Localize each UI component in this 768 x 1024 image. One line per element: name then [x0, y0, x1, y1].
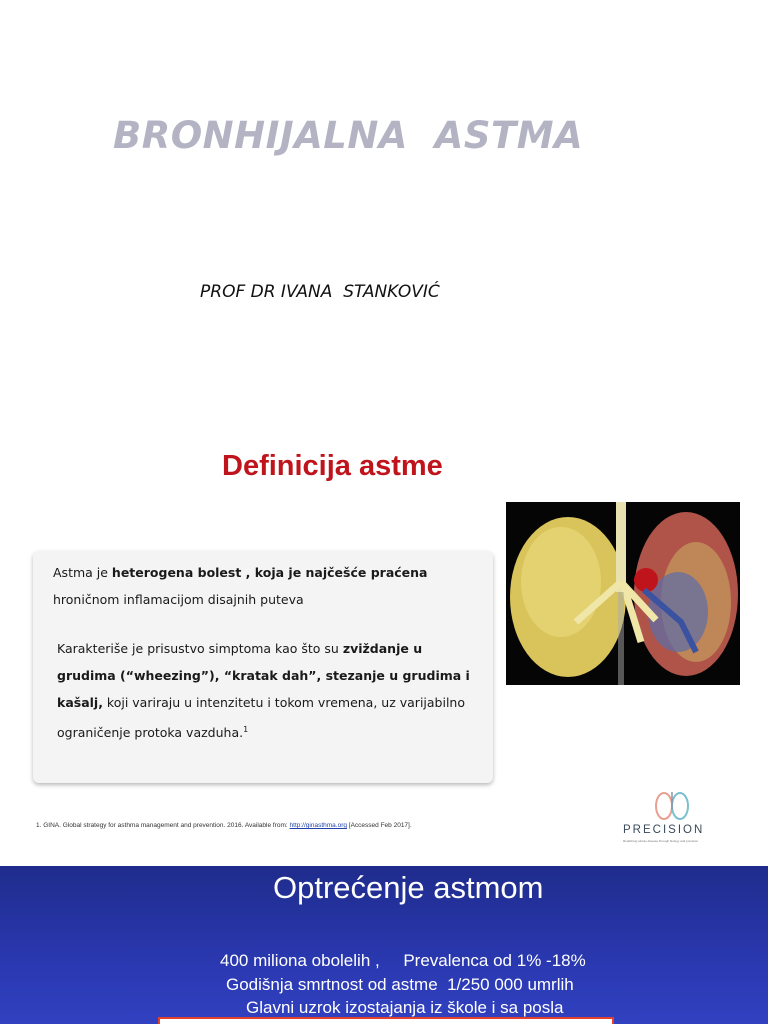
precision-logo: PRECISION: [623, 824, 705, 836]
footnote-text: 1. GINA. Global strategy for asthma management and prevention. 2016. Available from:: [36, 822, 290, 829]
footnote: [36, 822, 412, 829]
bold-run: zviždanje u grudima (“wheezing”), “kratak dah”, stezanje u grudima i kašalj,: [57, 641, 470, 710]
footnote-ref: 1: [243, 725, 249, 734]
definition-card: [33, 551, 493, 783]
burden-title: Optrećenje astmom: [273, 870, 544, 905]
burden-line-absence: Glavni uzrok izostajanja iz škole i sa posla: [246, 998, 564, 1017]
definition-paragraph: [53, 559, 483, 613]
logo-tagline: Redefining airway disease through biology and precision: [623, 839, 699, 843]
text-run: hroničnom inflamacijom disajnih puteva: [53, 592, 304, 607]
highlight-box: [158, 1017, 614, 1024]
burden-slide: [0, 866, 768, 1024]
definition-title: Definicija astme: [222, 450, 443, 482]
definition-slide: [0, 420, 768, 866]
footnote-link[interactable]: http://ginasthma.org: [289, 822, 347, 829]
author-name: PROF DR IVANA STANKOVIĆ: [200, 282, 440, 302]
burden-line-mortality: Godišnja smrtnost od astme 1/250 000 umrlih: [226, 975, 574, 994]
text-run: koji variraju u intenzitetu i tokom vremena, uz varijabilno ograničenje protoka vazduha.: [57, 695, 465, 741]
text-run: Astma je: [53, 565, 112, 580]
text-run: Karakteriše je prisustvo simptoma kao što su: [57, 641, 343, 656]
symptoms-paragraph: [57, 635, 477, 746]
burden-line-prevalence: 400 miliona obolelih , Prevalenca od 1% -18%: [220, 951, 586, 970]
footnote-tail: [Accessed Feb 2017].: [346, 822, 412, 829]
bold-run: heterogena bolest , koja je najčešće praćena: [111, 565, 428, 580]
slide-title: BRONHIJALNA ASTMA: [113, 114, 584, 157]
title-slide: [0, 0, 768, 420]
lung-cast-image: [506, 502, 740, 685]
